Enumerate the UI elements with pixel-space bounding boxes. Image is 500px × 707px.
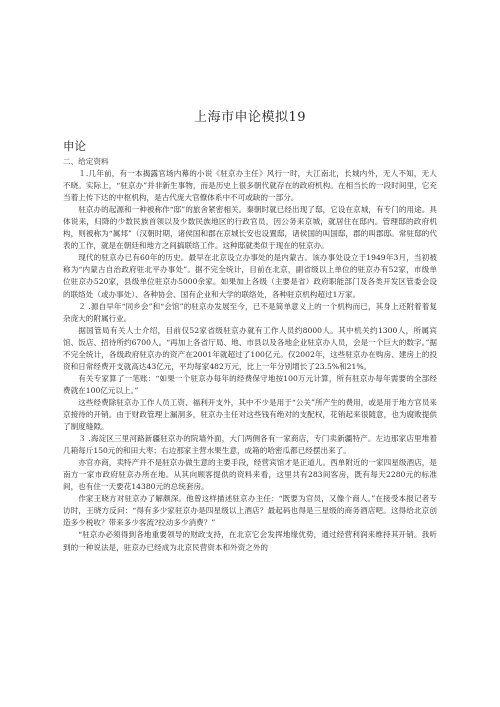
paragraph: 据国管局有关人士介绍，目前仅52家省级驻京办就有工作人员约8000人。其中机关约1300人，所属宾馆、饭店、招待所约6700人。“再加上各省厅局、地、市县以及各地企业驻京办人员，会是一个巨大的数字。”据不完全统计，各级政府驻京办的资产在2001年就超过了100亿元。仅2002年，这些驻京办在购房、建房上的投资和日常经费开支就高达43亿元，平均每家482万元，比上一年分别增长了23.5%和21%。 bbox=[63, 325, 437, 371]
paragraph: １.几年前，有一本揭露官场内幕的小说《驻京办主任》风行一时，大江南北，长城内外，无人不知，无人不晓。实际上，“驻京办”并非新生事物，而是历史上很多朝代就存在的政府机构。在相当长的一段时间里，它充当着上传下达的中枢机构，是古代庞大官僚体系中不可或缺的一部分。 bbox=[63, 169, 437, 203]
paragraph: 驻京办的起源和一种被称作“邸”的旅舍紧密相关。秦朝时就已经出现了邸，它设在京城，有专门的用途。具体说来，归降的少数民族首领以及少数民族地区的行政官员，因公务来京城，就居住在邸内。管理邸的政府机构，则被称为“属邦”（汉朝时期，诸侯国和郡在京城长安也设置邸，诸侯国的叫国邸，郡的叫郡邸。常驻邸的代表的工作，就是在朝廷和地方之间搞联络工作。这种邸就类似于现在的驻京办。 bbox=[63, 205, 437, 251]
paragraph: 亦官亦商，卖特产并不是驻京办做生意的主要手段，经营宾馆才是正道儿。西单附近的一家四星级酒店，是南方一家市政府驻京办所在地。从其向顾客提供的资料来看，这里共有283间客房，既有每天2280元的标准间，也有住一天要花14380元的总统套房。 bbox=[63, 458, 437, 492]
paragraph: ３ .海淀区三里河路新疆驻京办的院墙外面，大门两侧各有一家商店，专门卖新疆特产。左边那家店里堆着几箱每斤150元的和田大枣；右边那家主营水果生意，成箱的哈密瓜都已经摆出来了。 bbox=[63, 434, 437, 456]
paragraph: 作家王晓方对驻京办了解颇深。他曾这样描述驻京办主任：“既要为官员，又像个商人。”在接受本报记者专访时，王晓方反问：“得有多少家驻京办是四星级以上酒店？最起码也得是三星级的商务酒店吧。这得给北京创造多少税收？带来多少客流?拉动多少消费？” bbox=[63, 494, 437, 528]
paragraph: 有关专家算了一笔账：“如果一个驻京办每年的经费保守地按100万元计算，所有驻京办每年需要的全部经费就在100亿元以上。” bbox=[63, 373, 437, 395]
paragraph: “驻京办必须得到各地重要领导的财政支持，在北京它会发挥地缘优势，通过经营利润来维持其开销。我听到的一种说法是，驻京办已经成为北京民营资本和外资之外的 bbox=[63, 530, 437, 552]
paragraph: 这些经费除驻京办工作人员工资、福利开支外，其中不少是用于“公关”所产生的费用，或是用于地方官员来京接待的开销。由于财政管理上漏洞多，驻京办主任对这些钱有绝对的支配权，花销起来很随意，也为腐败提供了制度缝隙。 bbox=[63, 397, 437, 432]
document-body bbox=[63, 156, 437, 554]
document-title: 上海市申论模拟19 bbox=[193, 110, 307, 125]
section-heading: 申论 bbox=[63, 139, 86, 153]
paragraph: ２ .源自早年“同乡会”和“会馆”的驻京办发展至今，已不是简单意义上的一个机构而已，其身上还附着着复杂庞大的附属行业。 bbox=[63, 301, 437, 323]
paragraph-subhead: 二、给定资料 bbox=[63, 157, 109, 166]
paragraph: 现代的驻京办已有60年的历史。最早在北京设立办事处的是内蒙古。该办事处设立于1949年3月，当初被称为“内蒙古自治政府驻北平办事处”。据不完全统计，目前在北京，副省级以上单位的驻京办有52家，市级单位驻京办520家，县级单位驻京办5000余家。如果加上各级（主要是省）政府职能部门及各类开发区管委会设的联络处（或办事处）、各种协会、国有企业和大学的联络处，各种驻京机构超过1万家。 bbox=[63, 253, 437, 299]
